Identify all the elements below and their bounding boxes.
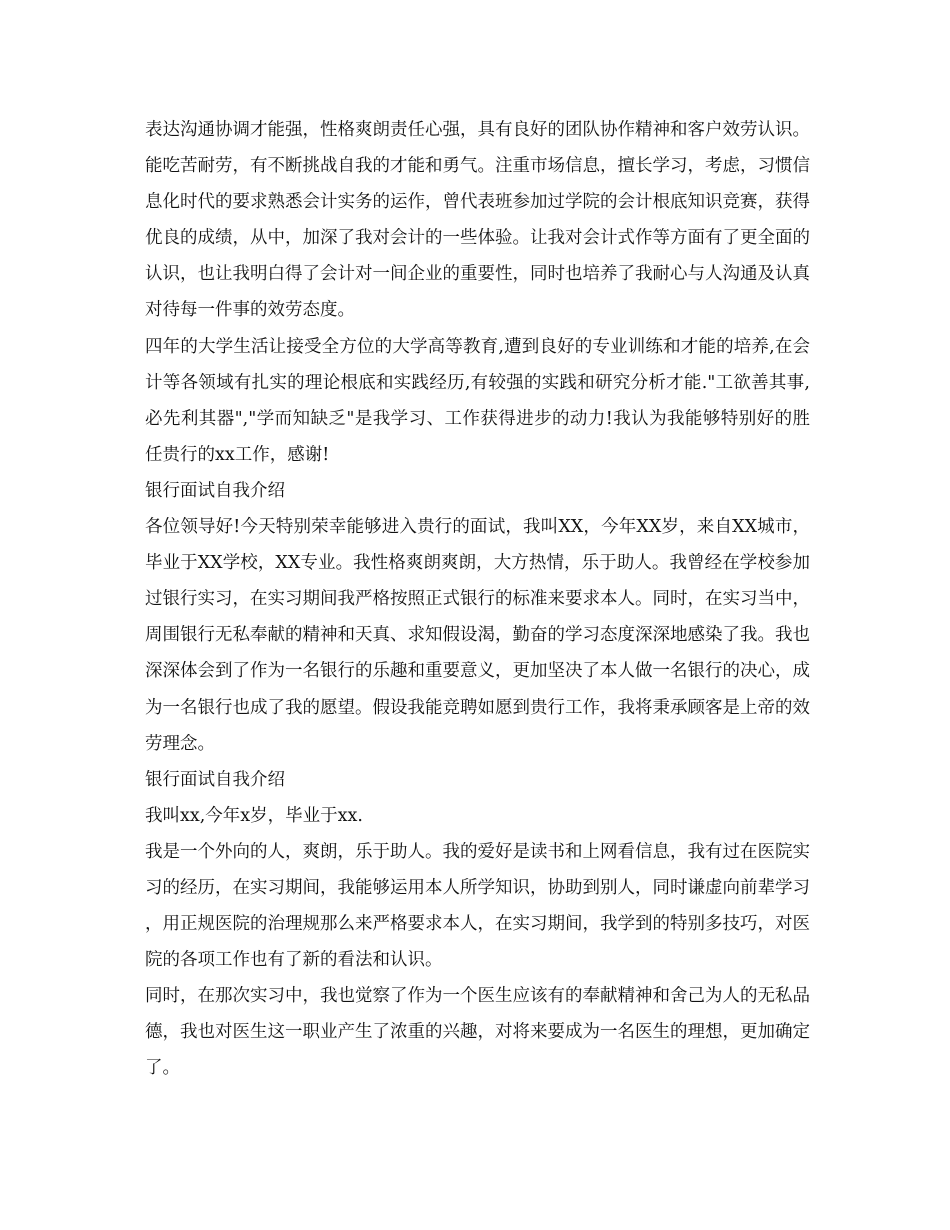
paragraph-bank-intro: 各位领导好!今天特别荣幸能够进入贵行的面试，我叫XX，今年XX岁，来自XX城市，毕业于XX学校，XX专业。我性格爽朗爽朗，大方热情，乐于助人。我曾经在学校参加过银行实习，在实习期间我严格按照正式银行的标准来要求本人。同时，在实习当中，周围银行无私奉献的精神和天真、求知假设渴，勤奋的学习态度深深地感染了我。我也深深体会到了作为一名银行的乐趣和重要意义，更加坚决了本人做一名银行的决心，成为一名银行也成了我的愿望。假设我能竞聘如愿到贵行工作，我将秉承顾客是上帝的效劳理念。: [145, 517, 810, 754]
section-heading-bank-interview: 银行面试自我介绍: [145, 480, 285, 501]
document-body: [145, 112, 810, 1087]
section-heading-bank-interview-2: 银行面试自我介绍: [145, 769, 285, 790]
paragraph-university-education: 四年的大学生活让接受全方位的大学高等教育,遭到良好的专业训练和才能的培养,在会计等各领域有扎实的理论根底和实践经历,有较强的实践和研究分析才能."工欲善其事,必先利其器","学而知缺乏"是我学习、工作获得进步的动力!我认为我能够特别好的胜任贵行的xx工作，感谢!: [145, 336, 810, 465]
paragraph-doctor-ideal: 同时，在那次实习中，我也觉察了作为一个医生应该有的奉献精神和舍己为人的无私品德，我也对医生这一职业产生了浓重的兴趣，对将来要成为一名医生的理想，更加确定了。: [145, 986, 810, 1079]
paragraph-hospital-internship: 我是一个外向的人，爽朗，乐于助人。我的爱好是读书和上网看信息，我有过在医院实习的经历，在实习期间，我能够运用本人所学知识，协助到别人，同时谦虚向前辈学习，用正规医院的治理规那么来严格要求本人，在实习期间，我学到的特别多技巧，对医院的各项工作也有了新的看法和认识。: [145, 841, 810, 971]
paragraph-accounting-skills: 表达沟通协调才能强，性格爽朗责任心强，具有良好的团队协作精神和客户效劳认识。能吃苦耐劳，有不断挑战自我的才能和勇气。注重市场信息，擅长学习，考虑，习惯信息化时代的要求熟悉会计实务的运作，曾代表班参加过学院的会计根底知识竞赛，获得优良的成绩，从中，加深了我对会计的一些体验。让我对会计式作等方面有了更全面的认识，也让我明白得了会计对一间企业的重要性，同时也培养了我耐心与人沟通及认真对待每一件事的效劳态度。: [145, 120, 810, 321]
paragraph-name-age: 我叫xx,今年x岁，毕业于xx.: [145, 805, 363, 826]
